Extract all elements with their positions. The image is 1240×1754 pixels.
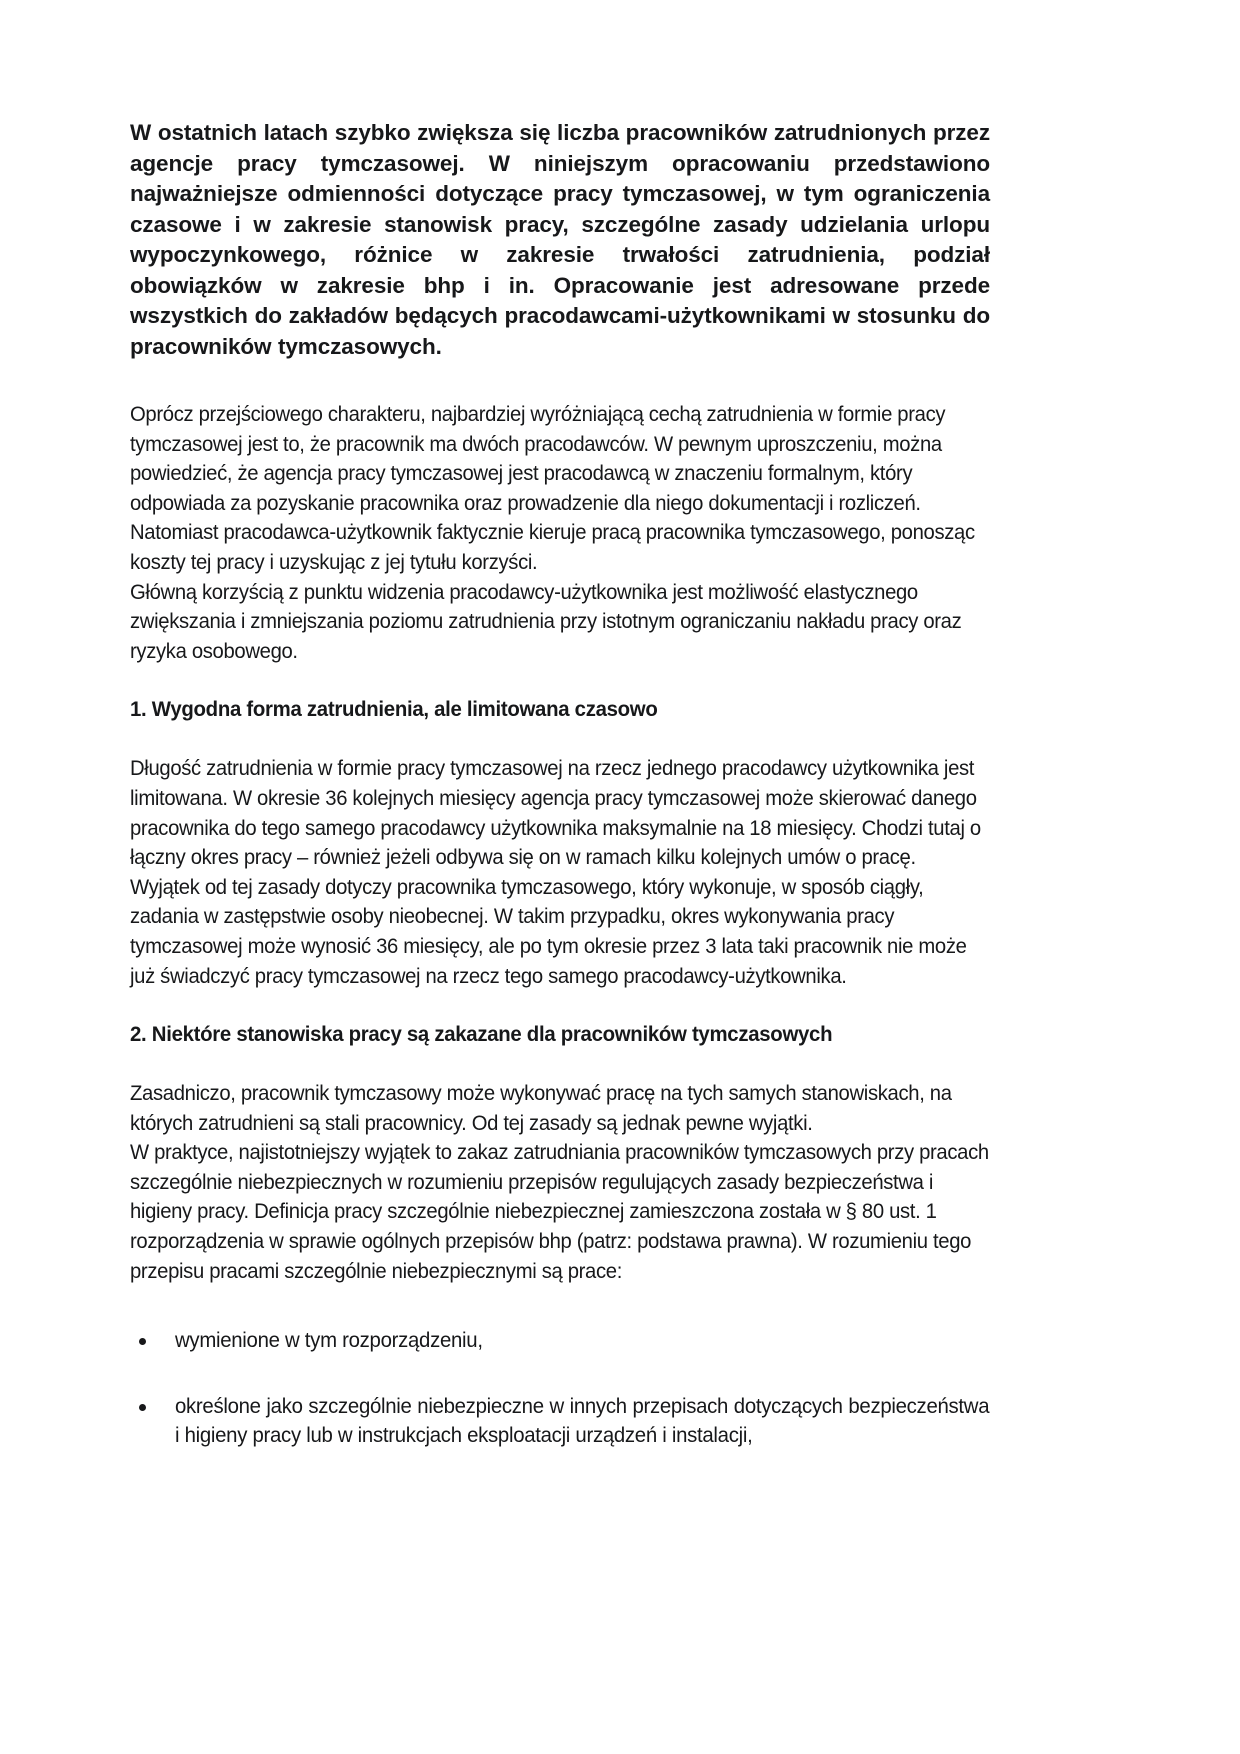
section-2-paragraph-2: W praktyce, najistotniejszy wyjątek to zakaz zatrudniania pracowników tymczasowych przy pracach szczególnie niebezpiecznych w rozumieniu przepisów regulujących zasady bezpieczeństwa i higieny pracy. Definicja pracy szczególnie niebezpiecznej zamieszczona została w § 80 ust. 1 rozporządzenia w sprawie ogólnych przepisów bhp (patrz: podstawa prawna). W rozumieniu tego przepisu pracami szczególnie niebezpiecznymi są prace: — [130, 1141, 989, 1283]
bullet-dot-icon — [139, 1338, 146, 1345]
section-1-paragraph-2: Wyjątek od tej zasady dotyczy pracownika tymczasowego, który wykonuje, w sposób ciągły, zadania w zastępstwie osoby nieobecnej. W takim przypadku, okres wykonywania pracy tymczasowej może wynosić 36 miesięcy, ale po tym okresie przez 3 lata taki pracownik nie może już świadczyć pracy tymczasowej na rzecz tego samego pracodawcy-użytkownika. — [130, 875, 967, 988]
intro-paragraph-2: Główną korzyścią z punktu widzenia pracodawcy-użytkownika jest możliwość elastycznego zwiększania i zmniejszania poziomu zatrudnienia przy istotnym ograniczaniu nakładu pracy oraz ryzyka osobowego. — [130, 580, 962, 663]
list-item-text: określone jako szczególnie niebezpieczne w innych przepisach dotyczących bezpieczeństwa i higieny pracy lub w instrukcjach eksploatacji urządzeń i instalacji, — [175, 1394, 990, 1448]
section-1-paragraph-1: Długość zatrudnienia w formie pracy tymczasowej na rzecz jednego pracodawcy użytkownika jest limitowana. W okresie 36 kolejnych miesięcy agencja pracy tymczasowej może skierować danego pracownika do tego samego pracodawcy użytkownika maksymalnie na 18 miesięcy. Chodzi tutaj o łączny okres pracy – również jeżeli odbywa się on w ramach kilku kolejnych umów o pracę. — [130, 757, 981, 870]
intro-paragraph-1: Oprócz przejściowego charakteru, najbardziej wyróżniającą cechą zatrudnienia w formie pracy tymczasowej jest to, że pracownik ma dwóch pracodawców. W pewnym uproszczeniu, można powiedzieć, że agencja pracy tymczasowej jest pracodawcą w znaczeniu formalnym, który odpowiada za pozyskanie pracownika oraz prowadzenie dla niego dokumentacji i rozliczeń. Natomiast pracodawca-użytkownik faktycznie kieruje pracą pracownika tymczasowego, ponosząc koszty tej pracy i uzyskując z jej tytułu korzyści. — [130, 403, 975, 574]
list-item — [130, 1392, 990, 1451]
dangerous-work-list-wrap — [130, 1326, 990, 1451]
document-body — [130, 118, 990, 1451]
section-1-heading-block — [130, 696, 990, 724]
section-1-heading: 1. Wygodna forma zatrudnienia, ale limitowana czasowo — [130, 698, 658, 722]
list-item — [130, 1326, 990, 1356]
section-2-heading-block — [130, 1021, 990, 1049]
dangerous-work-list — [130, 1326, 990, 1451]
lead-paragraph: W ostatnich latach szybko zwiększa się liczba pracowników zatrudnionych przez agencje pracy tymczasowej. W niniejszym opracowaniu przedstawiono najważniejsze odmienności dotyczące pracy tymczasowej, w tym ograniczenia czasowe i w zakresie stanowisk pracy, szczególne zasady udzielania urlopu wypoczynkowego, różnice w zakresie trwałości zatrudnienia, podział obowiązków w zakresie bhp i in. Opracowanie jest adresowane przede wszystkich do zakładów będących pracodawcami-użytkownikami w stosunku do pracowników tymczasowych. — [130, 120, 990, 359]
list-item-text: wymienione w tym rozporządzeniu, — [175, 1329, 483, 1353]
section-2-paragraph-1: Zasadniczo, pracownik tymczasowy może wykonywać pracę na tych samych stanowiskach, na których zatrudnieni są stali pracownicy. Od tej zasady są jednak pewne wyjątki. — [130, 1082, 952, 1135]
section-2-heading: 2. Niektóre stanowiska pracy są zakazane dla pracowników tymczasowych — [130, 1023, 833, 1047]
bullet-dot-icon — [139, 1404, 146, 1411]
